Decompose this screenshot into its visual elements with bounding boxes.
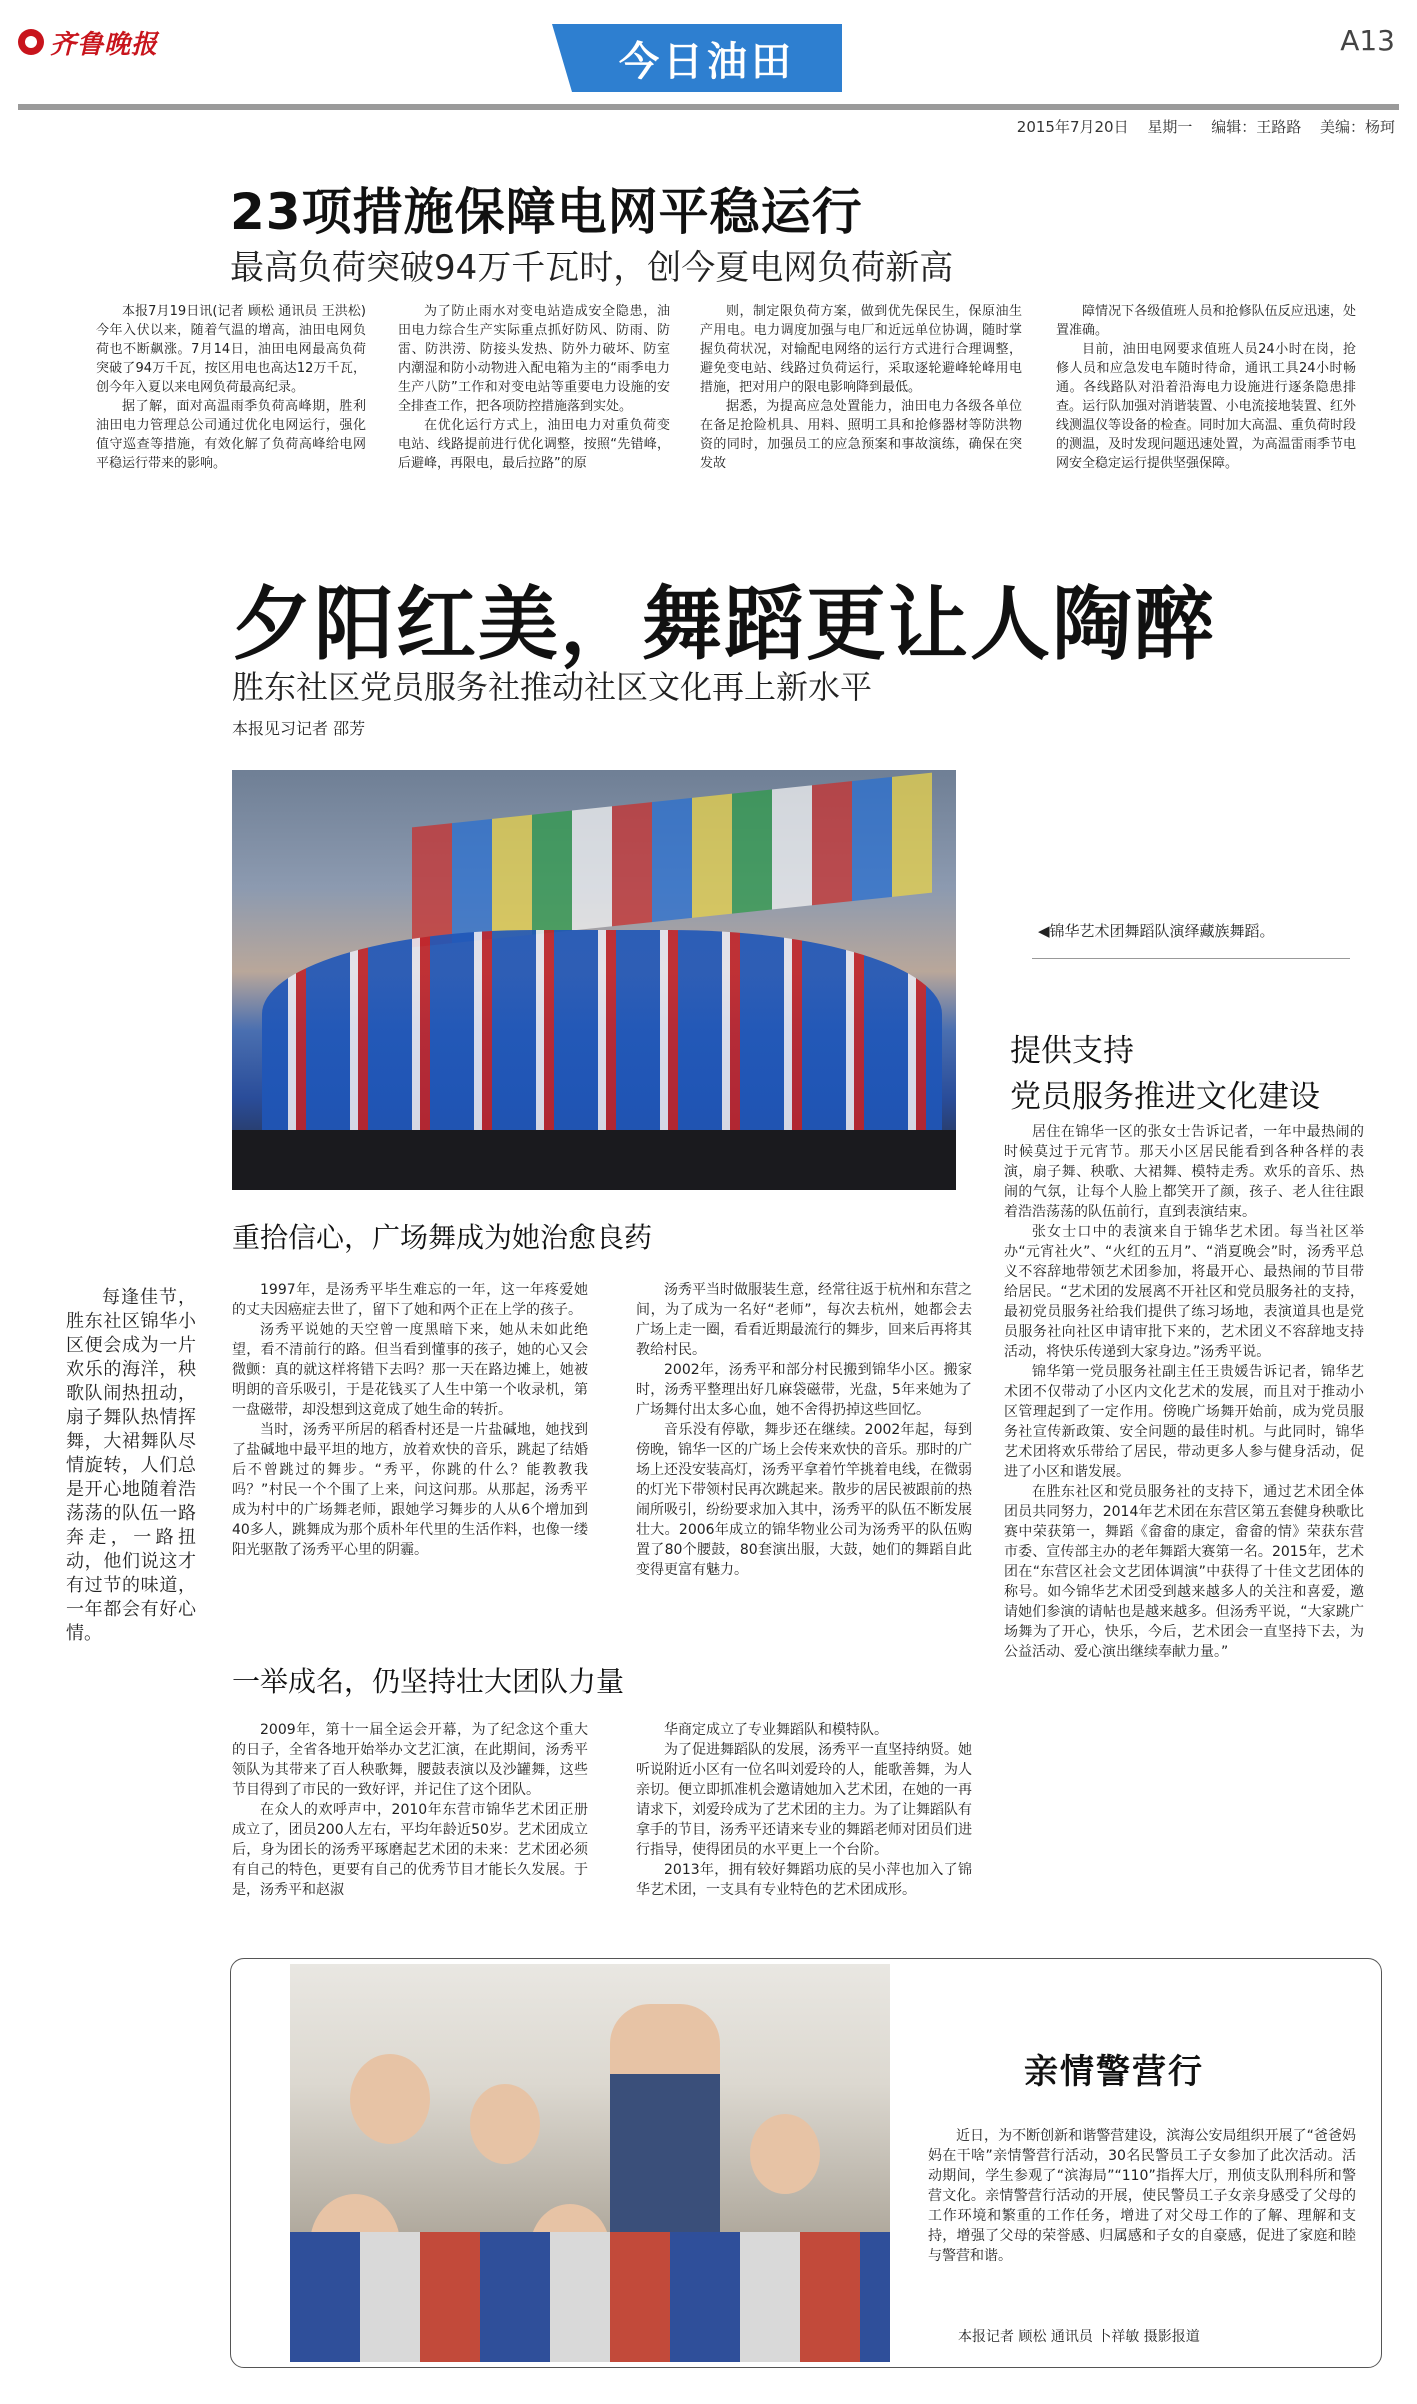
dancers-group (262, 930, 942, 1140)
issue-weekday: 星期一 (1147, 118, 1193, 136)
section3-heading-line1: 提供支持 (1010, 1033, 1134, 1069)
section2-column-2 (636, 1720, 972, 1900)
logo-icon (18, 29, 44, 55)
child-face (350, 2054, 430, 2144)
section1-heading: 重拾信心，广场舞成为她治愈良药 (232, 1221, 653, 1254)
caption-divider (1032, 958, 1350, 959)
section2-heading: 一举成名，仍坚持壮大团队力量 (232, 1665, 625, 1698)
section3-body (1004, 1122, 1364, 1662)
page-number: A13 (1340, 24, 1395, 57)
paragraph: 张女士口中的表演来自于锦华艺术团。每当社区举办“元宵社火”、“火红的五月”、“消夏晚会”时，汤秀平总义不容辞地带领艺术团参加，将最开心、最热闹的节目带给居民。“艺术团的发展离不开社区和党员服务社的支持，最初党员服务社给我们提供了练习场地，表演道具也是党员服务社向社区申请审批下来的，艺术团义不容辞地支持活动，将快乐传递到大家身边。”汤秀平说。 (1004, 1224, 1364, 1360)
header-divider (18, 104, 1399, 110)
paragraph: 当时，汤秀平所居的稻香村还是一片盐碱地，她找到了盐碱地中最平坦的地方，放着欢快的音乐，跳起了结婚后不曾跳过的舞步。“秀平，你跳的什么？能教教我吗？”村民一个个围了上来，问这问那。从那起，汤秀平成为村中的广场舞老师，跟她学习舞步的人从6个增加到40多人，跳舞成为那个质朴年代里的生活作料，也像一缕阳光驱散了汤秀平心里的阴霾。 (232, 1422, 588, 1558)
paragraph: 则，制定限负荷方案，做到优先保民生，保原油生产用电。电力调度加强与电厂和近远单位协调，随时掌握负荷状况，对输配电网络的运行方式进行合理调整，避免变电站、线路过负荷运行，采取逐轮避峰轮峰用电措施，把对用户的限电影响降到最低。 (700, 304, 1022, 395)
masthead (18, 22, 158, 62)
prayer-flags (412, 773, 932, 948)
paragraph: 在众人的欢呼声中，2010年东营市锦华艺术团正册成立了，团员200人左右，平均年龄近50岁。艺术团成立后，身为团长的汤秀平琢磨起艺术团的未来：艺术团必须有自己的特色，更要有自己的优秀节目才能长久发展。于是，汤秀平和赵淑 (232, 1802, 588, 1898)
article3-byline: 本报记者 顾松 通讯员 卜祥敏 摄影报道 (958, 2329, 1200, 2345)
newspaper-logo: 齐鲁晚报 (50, 29, 159, 60)
paragraph: 据悉，为提高应急处置能力，油田电力各级各单位在备足抢险机具、用料、照明工具和抢修器材等防洪物资的同时，加强员工的应急预案和事故演练，确保在突发故 (700, 399, 1022, 471)
paragraph: 2013年，拥有较好舞蹈功底的吴小萍也加入了锦华艺术团，一支具有专业特色的艺术团成形。 (636, 1862, 972, 1898)
article1-column-3 (700, 302, 1022, 473)
article2-headline: 夕阳红美，舞蹈更让人陶醉 (232, 578, 1216, 671)
article1-column-1 (96, 302, 366, 473)
paragraph: 目前，油田电网要求值班人员24小时在岗，抢修人员和应急发电车随时待命，通讯工具24小时畅通。各线路队对沿着沿海电力设施进行逐条隐患排查。运行队加强对消谐装置、小电流接地装置、红外线测温仪等设备的检查。同时加大高温、重负荷时段的测温，及时发现问题迅速处置，为高温雷雨季节电网安全稳定运行提供坚强保障。 (1056, 342, 1356, 471)
section1-column-2 (636, 1280, 972, 1580)
paragraph: 2002年，汤秀平和部分村民搬到锦华小区。搬家时，汤秀平整理出好几麻袋磁带，光盘，5年来她为了广场舞付出太多心血，她不舍得扔掉这些回忆。 (636, 1362, 972, 1418)
article2-subheadline: 胜东社区党员服务社推动社区文化再上新水平 (232, 668, 873, 706)
paragraph: 音乐没有停歇，舞步还在继续。2002年起，每到傍晚，锦华一区的广场上会传来欢快的音乐。那时的广场上还没安装高灯，汤秀平拿着竹竿挑着电线，在微弱的灯光下带领村民再次跳起来。散步的居民被跟前的热闹所吸引，纷纷要求加入其中，汤秀平的队伍不断发展壮大。2006年成立的锦华物业公司为汤秀平的队伍购置了80个腰鼓，80套演出服，大鼓，她们的舞蹈自此变得更富有魅力。 (636, 1422, 972, 1578)
paragraph: 居住在锦华一区的张女士告诉记者，一年中最热闹的时候莫过于元宵节。那天小区居民能看到各种各样的表演，扇子舞、秧歌、大裙舞、模特走秀。欢乐的音乐、热闹的气氛，让每个人脸上都笑开了颜，孩子、老人往往跟着浩浩荡荡的队伍前行，直到表演结束。 (1004, 1124, 1364, 1220)
paragraph: 华商定成立了专业舞蹈队和模特队。 (664, 1722, 888, 1738)
paragraph: 本报7月19日讯(记者 顾松 通讯员 王洪松) 今年入伏以来，随着气温的增高，油田电网负荷也不断飙涨。7月14日，油田电网最高负荷突破了94万千瓦，按区用电也高达12万千瓦，创今年入夏以来电网负荷最高纪录。 (96, 304, 366, 395)
paragraph: 锦华第一党员服务社副主任王贵媛告诉记者，锦华艺术团不仅带动了小区内文化艺术的发展，而且对于推动小区管理起到了一定作用。傍晚广场舞开始前，成为党员服务社宣传新政策、安全问题的最佳时机。与此同时，锦华艺术团将欢乐带给了居民，带动更多人参与健身活动，促进了小区和谐发展。 (1004, 1364, 1364, 1480)
article1-column-2 (398, 302, 670, 473)
paragraph: 在胜东社区和党员服务社的支持下，通过艺术团全体团员共同努力，2014年艺术团在东营区第五套健身秧歌比赛中荣获第一，舞蹈《畲畲的康定，畲畲的情》荣获东营市委、宣传部主办的老年舞蹈大赛第一名。2015年，艺术团在“东营区社会文艺团体调演”中获得了十佳文艺团体的称号。如今锦华艺术团受到越来越多人的关注和喜爱，邀请她们参演的请帖也是越来越多。但汤秀平说，“大家跳广场舞为了开心，快乐，今后，艺术团会一直坚持下去，为公益活动、爱心演出继续奉献力量。” (1004, 1484, 1364, 1660)
section1-column-1 (232, 1280, 588, 1560)
stage-floor (232, 1130, 956, 1190)
paragraph: 据了解，面对高温雨季负荷高峰期，胜利油田电力管理总公司通过优化电网运行，强化值守巡查等措施，有效化解了负荷高峰给电网平稳运行带来的影响。 (96, 399, 366, 471)
section3-heading-line2: 党员服务推进文化建设 (1010, 1079, 1320, 1115)
paragraph: 障情况下各级值班人员和抢修队伍反应迅速，处置准确。 (1056, 304, 1356, 338)
paragraph: 2009年，第十一届全运会开幕，为了纪念这个重大的日子，全省各地开始举办文艺汇演，在此期间，汤秀平领队为其带来了百人秧歌舞，腰鼓表演以及沙罐舞，这些节目得到了市民的一致好评，并记住了这个团队。 (232, 1722, 588, 1798)
police-children-photo (290, 1964, 890, 2362)
article1-headline: 23项措施保障电网平稳运行 (230, 183, 863, 241)
designer-credit: 美编：杨珂 (1319, 118, 1395, 136)
article2-byline: 本报见习记者 邵芳 (232, 719, 366, 738)
paragraph: 近日，为不断创新和谐警营建设，滨海公安局组织开展了“爸爸妈妈在干啥”亲情警营行活动，30名民警员工子女参加了此次活动。活动期间，学生参观了“滨海局”“110”指挥大厅，刑侦支队刑科所和警营文化。亲情警营行活动的开展，使民警员工子女亲身感受了父母的工作环境和繁重的工作任务，增进了对父母工作的了解、理解和支持，增强了父母的荣誉感、归属感和子女的自豪感，促进了家庭和睦与警营和谐。 (928, 2128, 1356, 2264)
section-banner: 今日油田 (572, 24, 842, 92)
photo-caption: ◀锦华艺术团舞蹈队演绎藏族舞蹈。 (1038, 922, 1275, 940)
dance-performance-photo (232, 770, 956, 1190)
section3-heading (1010, 1028, 1320, 1120)
paragraph: 汤秀平说她的天空曾一度黑暗下来，她从未如此绝望，看不清前行的路。但当看到懂事的孩子，她的心又会微颤：真的就这样将错下去吗？那一天在路边摊上，她被明朗的音乐吸引，于是花钱买了人生中第一个收录机，第一盘磁带，却没想到这竟成了她生命的转折。 (232, 1322, 588, 1418)
paragraph: 汤秀平当时做服装生意，经常往返于杭州和东营之间，为了成为一名好“老师”，每次去杭州，她都会去广场上走一圈，看看近期最流行的舞步，回来后再将其教给村民。 (636, 1282, 972, 1358)
children-group (290, 2232, 890, 2362)
date-line (1003, 116, 1395, 137)
side-quote-text: 每逢佳节，胜东社区锦华小区便会成为一片欢乐的海洋，秧歌队闹热扭动，扇子舞队热情挥舞，大裙舞队尽情旋转，人们总是开心地随着浩荡荡的队伍一路奔走，一路扭动，他们说这才有过节的味道，一年都会有好心情。 (66, 1287, 196, 1644)
child-face (750, 2114, 820, 2194)
section2-column-1 (232, 1720, 588, 1900)
article3-headline: 亲情警营行 (1024, 2052, 1204, 2092)
paragraph: 为了促进舞蹈队的发展，汤秀平一直坚持纳贤。她听说附近小区有一位名叫刘爱玲的人，能歌善舞，为人亲切。便立即抓准机会邀请她加入艺术团，在她的一再请求下，刘爱玲成为了艺术团的主力。为了让舞蹈队有拿手的节目，汤秀平还请来专业的舞蹈老师对团员们进行指导，使得团员的水平更上一个台阶。 (636, 1742, 972, 1858)
side-quote (66, 1286, 196, 1646)
paragraph: 为了防止雨水对变电站造成安全隐患，油田电力综合生产实际重点抓好防风、防雨、防雷、防洪涝、防接头发热、防外力破坏、防室内潮湿和防小动物进入配电箱为主的“雨季电力生产八防”工作和对变电站等重要电力设施的安全排查工作，把各项防控措施落到实处。 (398, 304, 670, 414)
paragraph: 1997年，是汤秀平毕生难忘的一年，这一年疼爱她的丈夫因癌症去世了，留下了她和两个正在上学的孩子。 (232, 1282, 588, 1318)
child-face (470, 2084, 540, 2164)
article1-column-4 (1056, 302, 1356, 473)
editor-credit: 编辑：王路路 (1211, 118, 1302, 136)
paragraph: 在优化运行方式上，油田电力对重负荷变电站、线路提前进行优化调整，按照“先错峰，后避峰，再限电，最后拉路”的原 (398, 418, 670, 471)
article3-body (928, 2126, 1356, 2266)
police-officer (610, 2004, 720, 2254)
issue-date: 2015年7月20日 (1016, 118, 1129, 136)
article1-subheadline: 最高负荷突破94万千瓦时，创今夏电网负荷新高 (230, 248, 954, 288)
